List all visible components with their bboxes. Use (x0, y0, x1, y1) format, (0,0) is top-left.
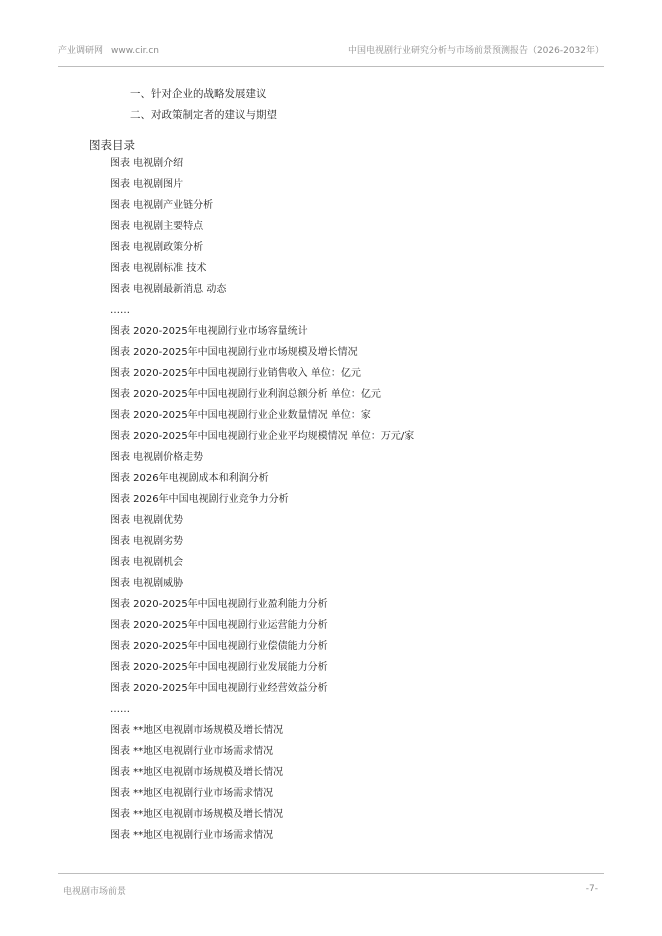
page-number: -7- (585, 884, 598, 894)
toc-item: 图表 2020-2025年中国电视剧行业市场规模及增长情况 (110, 347, 358, 358)
toc-item: 图表 电视剧最新消息 动态 (110, 284, 227, 295)
toc-item: 图表 电视剧机会 (110, 557, 184, 568)
toc-item: 图表 2020-2025年中国电视剧行业企业数量情况 单位：家 (110, 410, 371, 421)
toc-item: 图表 电视剧主要特点 (110, 221, 204, 232)
toc-item: 图表 2026年电视剧成本和利润分析 (110, 473, 269, 484)
toc-item: 图表 电视剧威胁 (110, 578, 184, 589)
toc-item: 图表 电视剧产业链分析 (110, 200, 214, 211)
page-header (58, 38, 604, 67)
site-name: 产业调研网 (58, 46, 104, 56)
toc-item: 图表 2020-2025年中国电视剧行业经营效益分析 (110, 683, 328, 694)
toc-item: 图表 电视剧劣势 (110, 536, 184, 547)
toc-item: 图表 2020-2025年中国电视剧行业发展能力分析 (110, 662, 328, 673)
header-report-title: 中国电视剧行业研究分析与市场前景预测报告（2026-2032年） (347, 46, 604, 56)
toc-item: 图表 2026年中国电视剧行业竞争力分析 (110, 494, 289, 505)
toc-item: 图表 2020-2025年中国电视剧行业盈利能力分析 (110, 599, 328, 610)
section-item: 二、对政策制定者的建议与期望 (130, 109, 277, 121)
toc-title: 图表目录 (89, 138, 135, 152)
toc-item: 图表 电视剧价格走势 (110, 452, 204, 463)
footer-title: 电视剧市场前景 (63, 887, 127, 897)
toc-item: 图表 **地区电视剧市场规模及增长情况 (110, 809, 284, 820)
toc-item: 图表 **地区电视剧行业市场需求情况 (110, 830, 274, 841)
toc-item: 图表 **地区电视剧行业市场需求情况 (110, 788, 274, 799)
page-footer (58, 873, 604, 902)
toc-item: 图表 2020-2025年电视剧行业市场容量统计 (110, 326, 308, 337)
toc-item: 图表 **地区电视剧市场规模及增长情况 (110, 767, 284, 778)
section-item: 一、针对企业的战略发展建议 (130, 88, 267, 100)
toc-item: 图表 2020-2025年中国电视剧行业运营能力分析 (110, 620, 328, 631)
toc-item: 图表 电视剧图片 (110, 179, 184, 190)
toc-item: 图表 电视剧标准 技术 (110, 263, 207, 274)
header-site (58, 43, 159, 56)
toc-list (110, 155, 414, 848)
toc-item: 图表 2020-2025年中国电视剧行业偿债能力分析 (110, 641, 328, 652)
toc-item: 图表 **地区电视剧市场规模及增长情况 (110, 725, 284, 736)
toc-item: 图表 **地区电视剧行业市场需求情况 (110, 746, 274, 757)
toc-item: 图表 2020-2025年中国电视剧行业企业平均规模情况 单位：万元/家 (110, 431, 415, 442)
toc-item: 图表 2020-2025年中国电视剧行业销售收入 单位：亿元 (110, 368, 361, 379)
toc-item: 图表 电视剧介绍 (110, 158, 184, 169)
site-url[interactable]: www.cir.cn (111, 46, 159, 56)
toc-item: 图表 电视剧政策分析 (110, 242, 204, 253)
toc-item: 图表 2020-2025年中国电视剧行业利润总额分析 单位：亿元 (110, 389, 381, 400)
toc-ellipsis: …… (110, 305, 130, 316)
toc-ellipsis: …… (110, 704, 130, 715)
toc-item: 图表 电视剧优势 (110, 515, 184, 526)
